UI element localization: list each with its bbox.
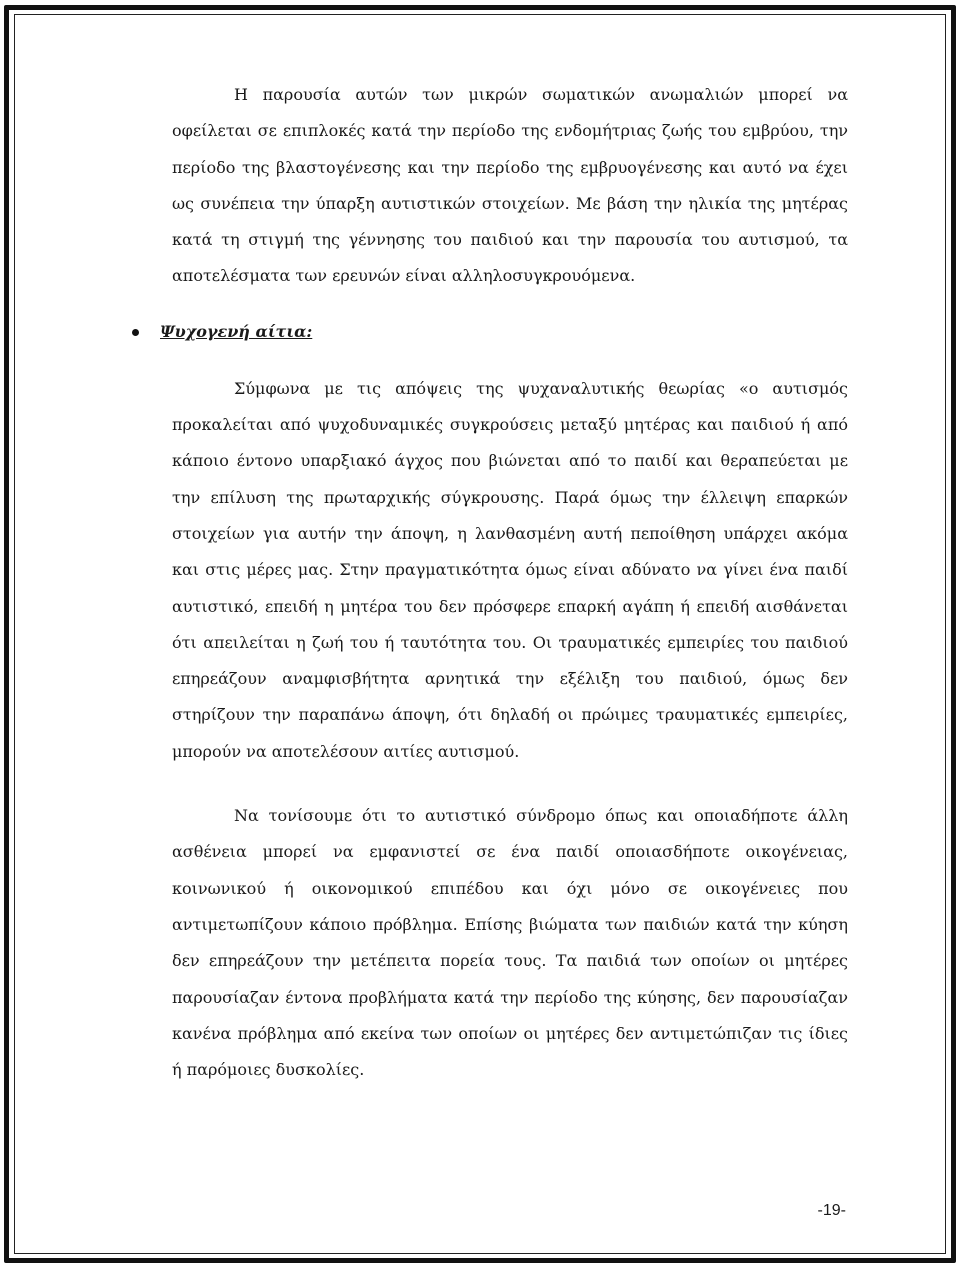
- paragraph-2: Σύμφωνα με τις απόψεις της ψυχαναλυτικής θεωρίας «ο αυτισμός προκαλείται από ψυχοδυναμικές συγκρούσεις μεταξύ μητέρας και παιδιού ή από κάποιο έντονο υπαρξιακό άγχος που βιώνεται από το παιδί και θεραπεύεται με την επίλυση της πρωταρχικής σύγκρουσης. Παρά όμως την έλλειψη επαρκών στοιχείων για αυτήν την άποψη, η λανθασμένη αυτή πεποίθηση υπάρχει ακόμα και στις μέρες μας. Στην πραγματικότητα όμως είναι αδύνατο να γίνει ένα παιδί αυτιστικό, επειδή η μητέρα του δεν πρόσφερε επαρκή αγάπη ή επειδή αισθάνεται ότι απειλείται η ζωή του ή ταυτότητα του. Οι τραυματικές εμπειρίες του παιδιού επηρεάζουν αναμφισβήτητα αρνητικά την εξέλιξη του παιδιού, όμως δεν στηρίζουν την παραπάνω άποψη, ότι δηλαδή οι πρώιμες τραυματικές εμπειρίες, μπορούν να αποτελέσουν αιτίες αυτισμού.: [172, 378, 848, 761]
- paragraph-1: Η παρουσία αυτών των μικρών σωματικών ανωμαλιών μπορεί να οφείλεται σε επιπλοκές κατά την περίοδο της ενδομήτριας ζωής του εμβρύου, την περίοδο της βλαστογένεσης και την περίοδο της εμβρυογένεσης και αυτό να έχει ως συνέπεια την ύπαρξη αυτιστικών στοιχείων. Με βάση την ηλικία της μητέρας κατά τη στιγμή της γέννησης του παιδιού και την παρουσία του αυτισμού, τα αποτελέσματα των ερευνών είναι αλληλοσυγκρουόμενα.: [172, 85, 848, 286]
- bullet-dot-icon: [132, 329, 139, 336]
- page-number: -19-: [817, 1202, 846, 1219]
- bullet-item: [160, 314, 848, 350]
- paragraph-3: Να τονίσουμε ότι το αυτιστικό σύνδρομο όπως και οποιαδήποτε άλλη ασθένεια μπορεί να εμφανιστεί σε ένα παιδί οποιασδήποτε οικογένειας, κοινωνικού ή οικονομικού επιπέδου και όχι μόνο σε οικογένειες που αντιμετωπίζουν κάποιο πρόβλημα. Επίσης βιώματα των παιδιών κατά την κύηση δεν επηρεάζουν την μετέπειτα πορεία τους. Τα παιδιά των οποίων οι μητέρες παρουσίαζαν έντονα προβλήματα κατά την περίοδο της κύησης, δεν παρουσίαζαν κανένα πρόβλημα από εκείνα των οποίων οι μητέρες δεν αντιμετώπιζαν τις ίδιες ή παρόμοιες δυσκολίες.: [172, 806, 848, 1080]
- page-content: [160, 77, 848, 1088]
- section-heading: Ψυχογενή αίτια:: [160, 321, 313, 341]
